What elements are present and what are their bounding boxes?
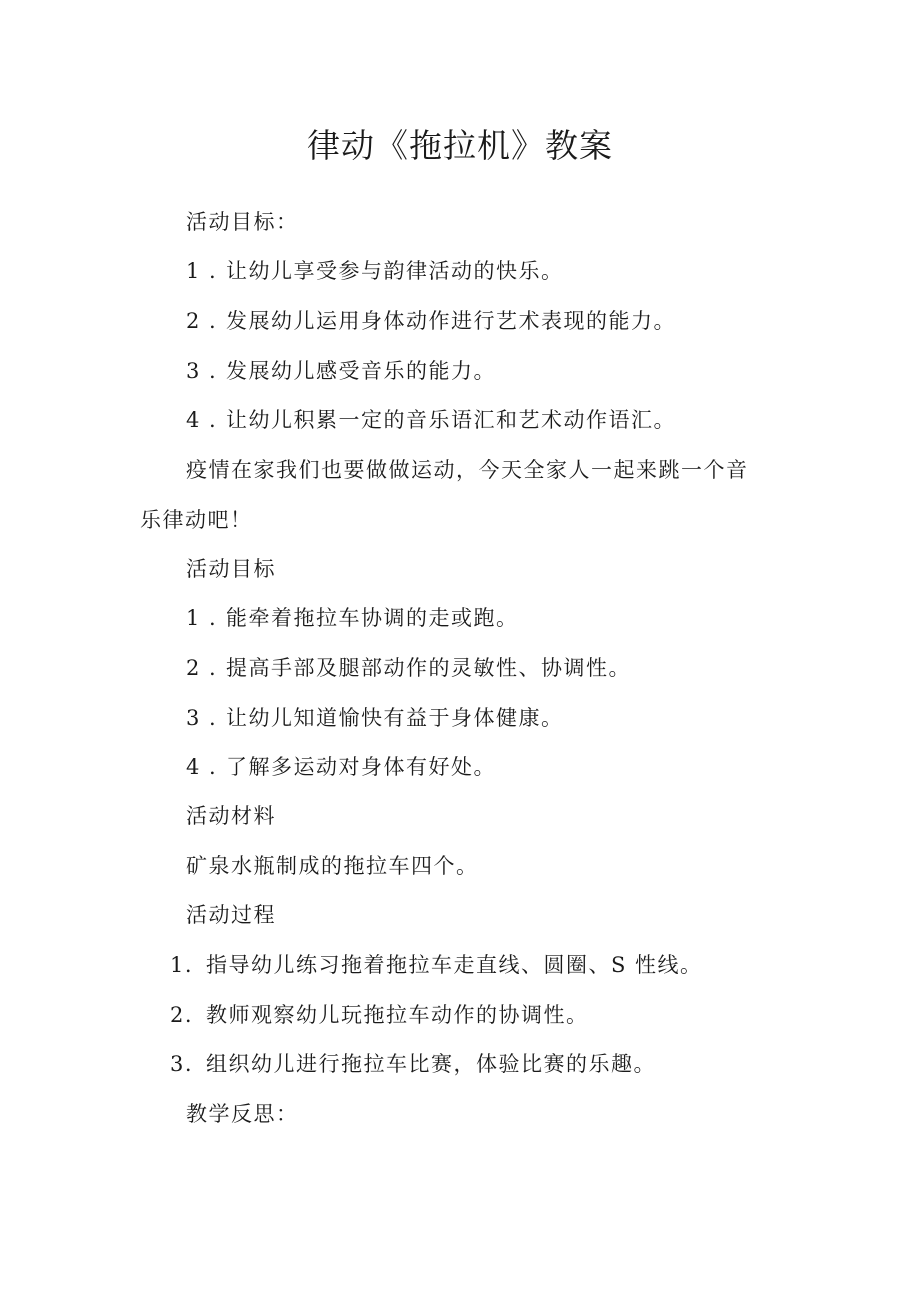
goal-text: 发展幼儿感受音乐的能力。 [226,359,496,383]
goal-number: 4 . [186,408,218,432]
goal-text: 能牵着拖拉车协调的走或跑。 [226,606,519,630]
goal-item [186,703,564,733]
section-heading-goals: 活动目标： [186,210,299,234]
section-heading-materials: 活动材料 [186,804,276,828]
process-number: 3. [170,1052,194,1076]
goal-number: 1 . [186,606,218,630]
intro-paragraph-line1: 疫情在家我们也要做做运动，今天全家人一起来跳一个音 [186,458,749,482]
goal-text: 让幼儿知道愉快有益于身体健康。 [226,706,564,730]
process-text: 教师观察幼儿玩拖拉车动作的协调性。 [206,1003,589,1027]
process-text: 指导幼儿练习拖着拖拉车走直线、圆圈、S 性线。 [206,953,703,977]
goal-number: 2 . [186,656,218,680]
goal-text: 了解多运动对身体有好处。 [226,755,496,779]
materials-text: 矿泉水瓶制成的拖拉车四个。 [186,854,479,878]
process-number: 2. [170,1003,194,1027]
goal-text: 发展幼儿运用身体动作进行艺术表现的能力。 [226,309,676,333]
goal-text: 提高手部及腿部动作的灵敏性、协调性。 [226,656,631,680]
goal-text: 让幼儿享受参与韵律活动的快乐。 [226,259,564,283]
process-text: 组织幼儿进行拖拉车比赛，体验比赛的乐趣。 [206,1052,656,1076]
goal-item [186,653,631,683]
document-title: 律动《拖拉机》教案 [307,126,613,165]
section-heading-reflection: 教学反思： [186,1102,299,1126]
goal-item [186,752,496,782]
goal-item [186,306,676,336]
goal-item [186,405,676,435]
goal-number: 3 . [186,359,218,383]
goal-number: 2 . [186,309,218,333]
section-heading-goals-2: 活动目标 [186,557,276,581]
goal-item [186,256,564,286]
process-number: 1. [170,953,194,977]
intro-paragraph-line2: 乐律动吧！ [140,508,253,532]
section-heading-process: 活动过程 [186,903,276,927]
goal-number: 4 . [186,755,218,779]
goal-number: 1 . [186,259,218,283]
process-step [170,1000,589,1030]
process-step [170,950,703,980]
process-step [170,1049,656,1079]
goal-text: 让幼儿积累一定的音乐语汇和艺术动作语汇。 [226,408,676,432]
goal-item [186,356,496,386]
goal-item [186,603,519,633]
goal-number: 3 . [186,706,218,730]
